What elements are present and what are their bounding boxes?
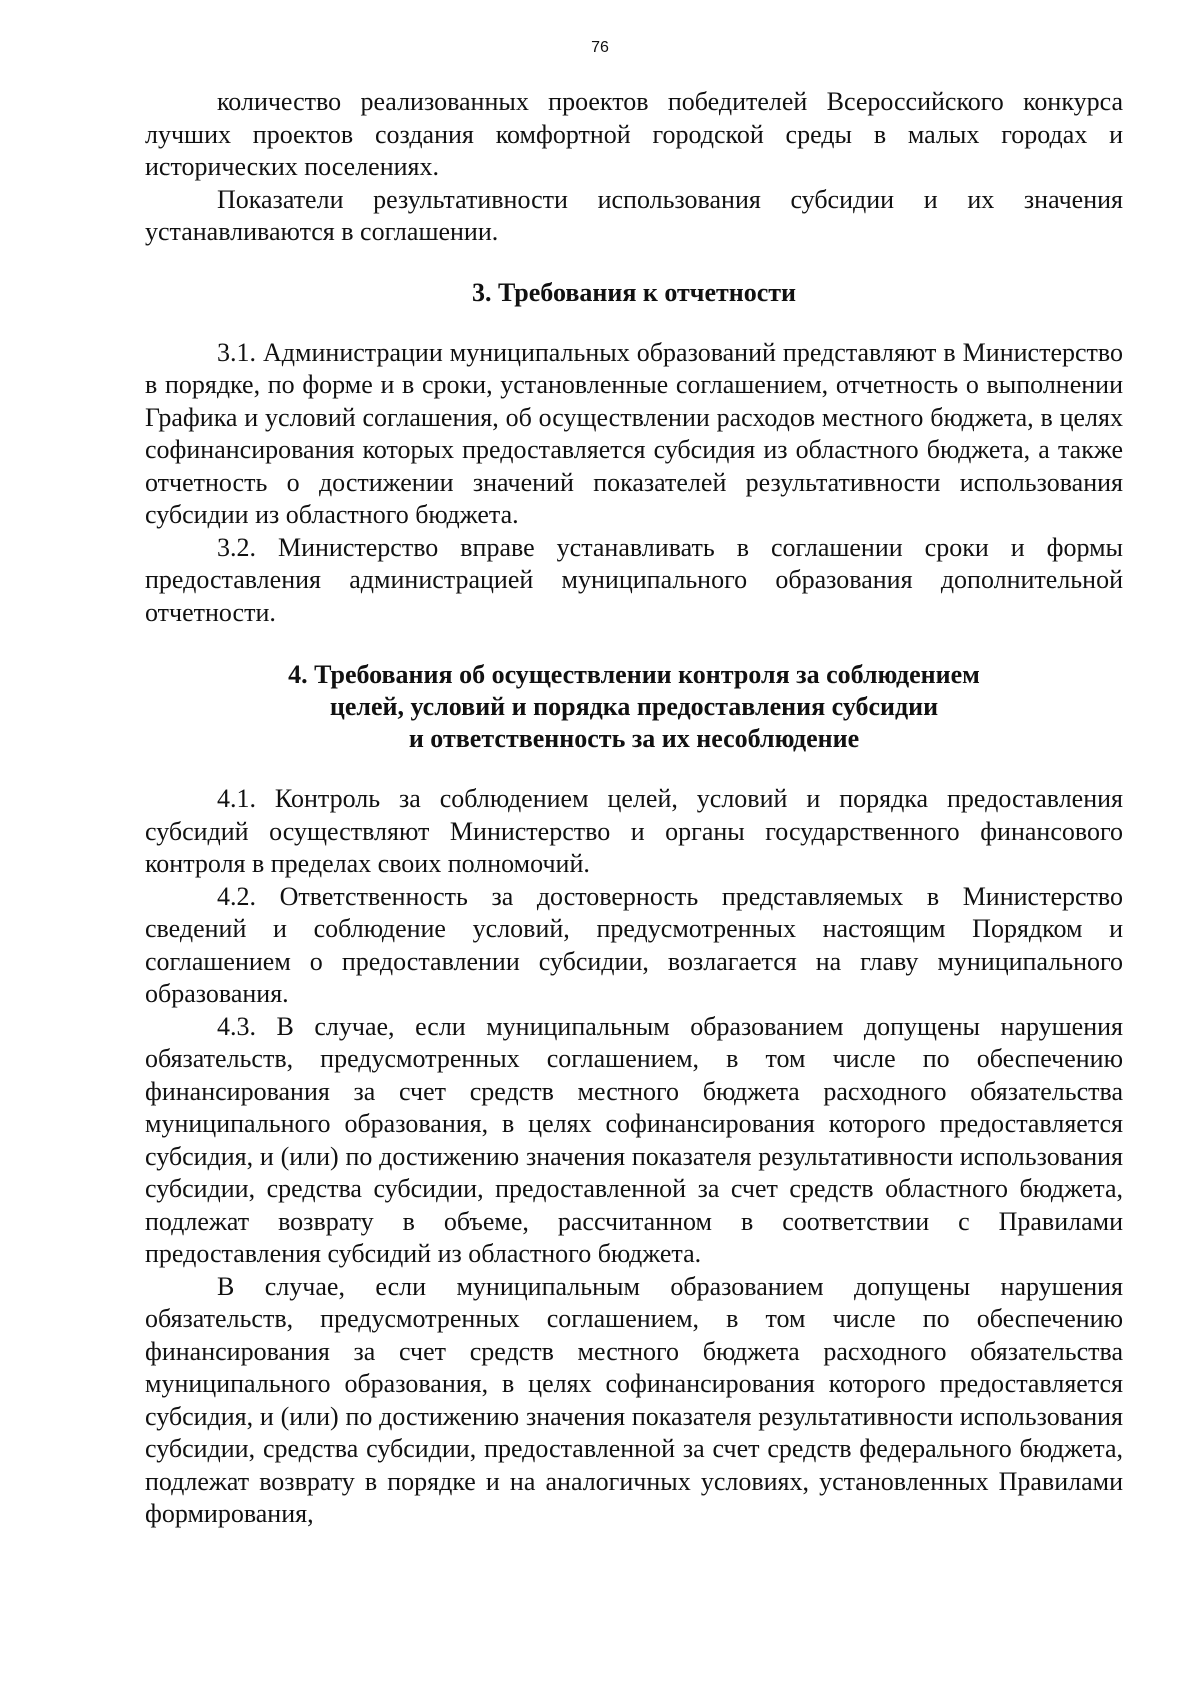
page-number: 76 [591,39,609,56]
paragraph-4-3: 4.3. В случае, если муниципальным образованием допущены нарушения обязательств, предусмотренных соглашением, в том числе по обеспечению финансирования за счет средств местного бюджета расходного обязательства муниципального образования, в целях софинансирования которого предоставляется субсидия, и (или) по достижению значения показателя результативности использования субсидии, средства субсидии, предоставленной за счет средств областного бюджета, подлежат возврату в объеме, рассчитанном в соответствии с Правилами предоставления субсидий из областного бюджета. [145,1011,1123,1268]
section-4-heading-line: и ответственность за их несоблюдение [408,724,860,753]
document-body [145,86,1123,1531]
paragraph-3-1: 3.1. Администрации муниципальных образований представляют в Министерство в порядке, по форме и в сроки, установленные соглашением, отчетность о выполнении Графика и условий соглашения, об осуществлении расходов местного бюджета, в целях софинансирования которых предоставляется субсидия из областного бюджета, а также отчетность о достижении значений показателей результативности использования субсидии из областного бюджета. [145,337,1123,529]
paragraph-intro-continuation [145,86,1123,184]
paragraph-intro-indicators: Показатели результативности использования субсидии и их значения устанавливаются в соглашении. [145,184,1123,246]
spacer [145,629,1123,659]
spacer [145,249,1123,277]
paragraph-4-2: 4.2. Ответственность за достоверность представляемых в Министерство сведений и соблюдение условий, предусмотренных настоящим Порядком и соглашением о предоставлении субсидии, возлагается на главу муниципального образования. [145,881,1123,1008]
section-3-heading: 3. Требования к отчетности [471,277,797,307]
spacer [145,309,1123,337]
paragraph-4-1: 4.1. Контроль за соблюдением целей, условий и порядка предоставления субсидий осуществляют Министерство и органы государственного финансового контроля в пределах своих полномочий. [145,784,1123,878]
paragraph-4-3-federal: В случае, если муниципальным образованием допущены нарушения обязательств, предусмотренных соглашением, в том числе по обеспечению финансирования за счет средств местного бюджета расходного обязательства муниципального образования, в целях софинансирования которого предоставляется субсидия, и (или) по достижению значения показателя результативности использования субсидии, средства субсидии, предоставленной за счет средств федерального бюджета, подлежат возврату в порядке и на аналогичных условиях, установленных Правилами формирования, [145,1271,1123,1528]
paragraph-text: количество реализованных проектов победителей Всероссийского конкурса лучших проектов создания комфортной городской среды в малых городах и исторических поселениях. [145,87,1123,181]
spacer [145,755,1123,783]
section-4-heading-line: 4. Требования об осуществлении контроля за соблюдением [288,660,980,689]
paragraph-3-2: 3.2. Министерство вправе устанавливать в соглашении сроки и формы предоставления администрацией муниципального образования дополнительной отчетности. [145,532,1123,627]
section-4-heading-line: целей, условий и порядка предоставления субсидии [329,692,939,721]
section-4-heading [145,659,1123,755]
